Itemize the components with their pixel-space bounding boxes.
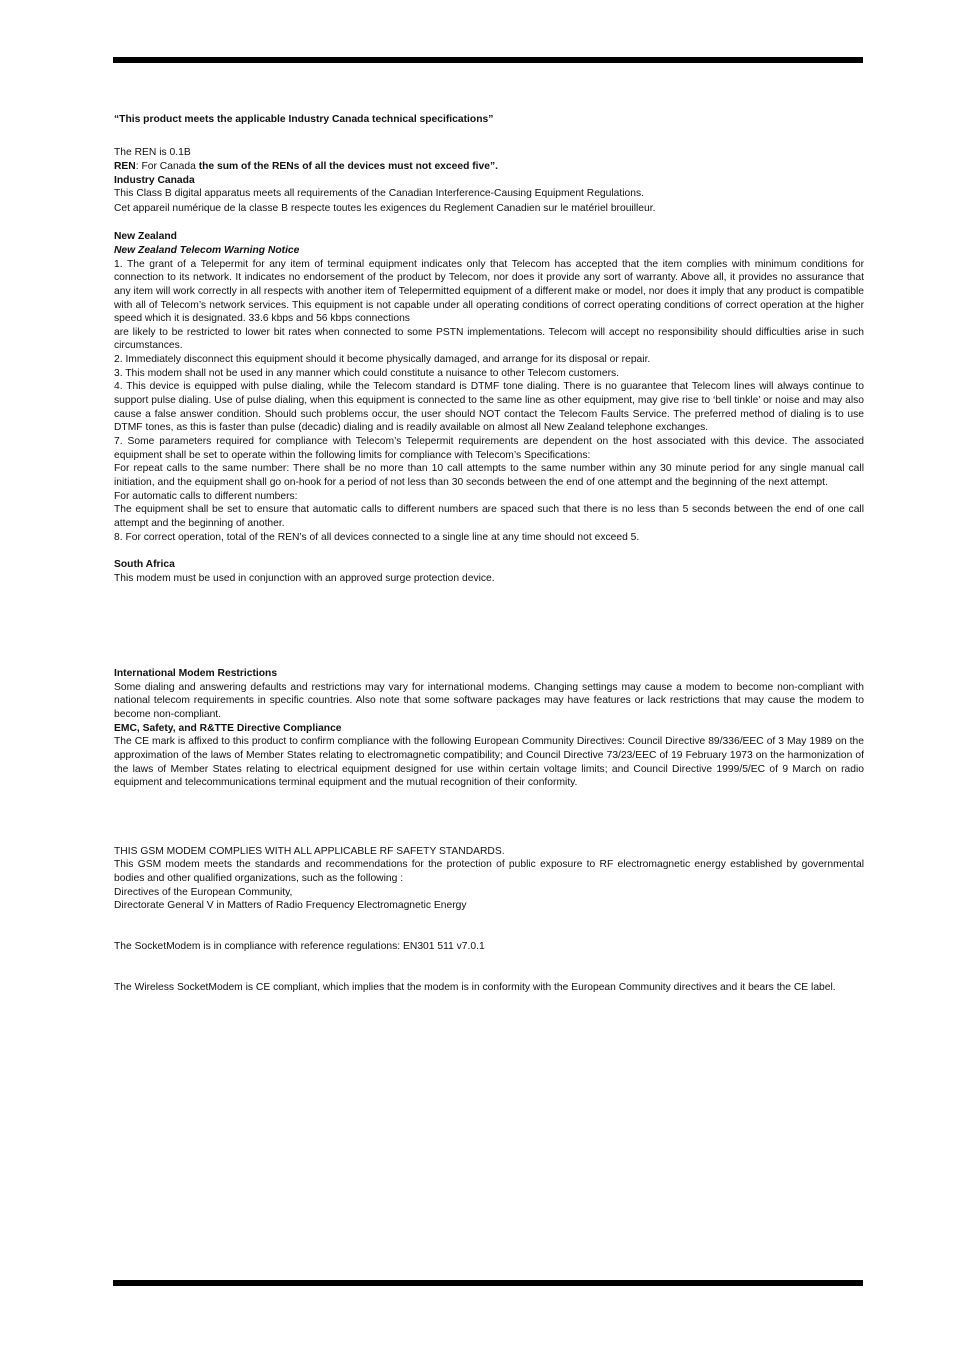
nz-paragraph-3: 3. This modem shall not be used in any manner which could constitute a nuisance to other Telecom customers.: [114, 367, 620, 379]
ren-statement: [114, 160, 864, 174]
new-zealand-heading: New Zealand: [114, 231, 177, 243]
gsm-paragraph-2: Directives of the European Community,: [114, 886, 293, 898]
emc-paragraph: The CE mark is affixed to this product to confirm compliance with the following European Community Directives: Council Directive 89/336/EEC of 3 May 1989 on the approximation of the laws of Member States relating to electromagnetic compatibility; and Council Directive 73/23/EEC of 19 February 1973 on the harmonization of the laws of Member States relating to electrical equipment designed for use within certain voltage limits; and Council Directive 1999/5/EC of 9 March on radio equipment and telecommunications terminal equipment and the mutual recognition of their conformity.: [114, 736, 864, 789]
canada-paragraph-1: This Class B digital apparatus meets all requirements of the Canadian Interference-Causing Equipment Regulations.: [114, 188, 645, 200]
international-section: [114, 667, 864, 722]
south-africa-paragraph: This modem must be used in conjunction with an approved surge protection device.: [114, 572, 495, 584]
gsm-section: [114, 845, 864, 995]
south-africa-section: [114, 558, 864, 585]
canada-paragraph-2: Cet appareil numérique de la classe B respecte toutes les exigences du Reglement Canadien sur le matériel brouilleur.: [114, 202, 656, 214]
new-zealand-subheading: New Zealand Telecom Warning Notice: [114, 244, 300, 256]
socketmodem-compliance: The SocketModem is in compliance with reference regulations: EN301 511 v7.0.1: [114, 941, 485, 953]
industry-canada-heading: Industry Canada: [114, 174, 195, 186]
nz-paragraph-7c: The equipment shall be set to ensure that automatic calls to different numbers are spaced such that there is no less than 5 seconds between the end of one call attempt and the beginning of another.: [114, 504, 864, 529]
nz-paragraph-8: 8. For correct operation, total of the REN’s of all devices connected to a single line at any time should not exceed 5.: [114, 531, 640, 543]
ren-bold-text: the sum of the RENs of all the devices must not exceed five”.: [198, 160, 498, 172]
emc-section: [114, 722, 864, 790]
nz-paragraph-7b: For automatic calls to different numbers:: [114, 490, 298, 502]
ren-label: REN: [114, 160, 136, 172]
canada-quote: “This product meets the applicable Industry Canada technical specifications”: [114, 114, 494, 125]
document-body: [114, 113, 864, 994]
nz-paragraph-1: 1. The grant of a Telepermit for any item of terminal equipment indicates only that Telecom has accepted that the item complies with minimum conditions for connection to its network. It indicates no endorsement of the product by Telecom, nor does it provide any sort of warranty. Above all, it provides no assurance that any item will work correctly in all respects with another item of Telepermitted equipment of a different make or model, nor does it imply that any product is compatible with all of Telecom’s network services. This equipment is not capable under all operating conditions of correct operating conditions of correct operation at the higher speed which it is designated. 33.6 kbps and 56 kbps connections: [114, 258, 864, 325]
nz-paragraph-4: 4. This device is equipped with pulse dialing, while the Telecom standard is DTMF tone dialing. There is no guarantee that Telecom lines will always continue to support pulse dialing. Use of pulse dialing, when this equipment is connected to the same line as other equipment, may give rise to ‘bell tinkle’ or noise and may also cause a false answer condition. Should such problems occur, the user should NOT contact the Telecom Faults Service. The preferred method of dialing is to use DTMF tones, as this is faster than pulse (decadic) dialing and is readily available on almost all New Zealand telephone exchanges.: [114, 381, 864, 434]
canada-section: [114, 113, 864, 216]
gsm-paragraph-3: Directorate General V in Matters of Radio Frequency Electromagnetic Energy: [114, 900, 467, 912]
ce-compliance: The Wireless SocketModem is CE compliant, which implies that the modem is in conformity with the European Community directives and it bears the CE label.: [114, 981, 836, 993]
nz-paragraph-7: 7. Some parameters required for compliance with Telecom’s Telepermit requirements are dependent on the host associated with this device. The associated equipment shall be set to operate within the following limits for compliance with Telecom’s Specifications:: [114, 436, 864, 461]
south-africa-heading: South Africa: [114, 558, 175, 570]
nz-paragraph-2: 2. Immediately disconnect this equipment should it become physically damaged, and arrange for its disposal or repair.: [114, 354, 651, 366]
ren-text: : For Canada: [135, 160, 199, 172]
gsm-paragraph-1: This GSM modem meets the standards and recommendations for the protection of public exposure to RF electromagnetic energy established by governmental bodies and other qualified organizations, such as the following :: [114, 859, 864, 885]
nz-paragraph-1b: are likely to be restricted to lower bit rates when connected to some PSTN implementations. Telecom will accept no responsibility should difficulties arise in such circumstances.: [114, 326, 864, 352]
bottom-rule: [113, 1280, 863, 1286]
international-paragraph: Some dialing and answering defaults and restrictions may vary for international modems. Changing settings may cause a modem to become non-compliant with national telecom requirements in specific countries. Also note that some software packages may have features or lack restrictions that may cause the modem to become non-compliant.: [114, 681, 864, 720]
new-zealand-section: [114, 230, 864, 544]
top-rule: [113, 57, 863, 63]
nz-paragraph-7a: For repeat calls to the same number: There shall be no more than 10 call attempts to the same number within any 30 minute period for any single manual call initiation, and the equipment shall go on-hook for a period of not less than 30 seconds between the end of one attempt and the beginning of the next attempt.: [114, 463, 864, 489]
international-heading: International Modem Restrictions: [114, 667, 278, 679]
emc-heading: EMC, Safety, and R&TTE Directive Compliance: [114, 722, 342, 734]
ren-line: The REN is 0.1B: [114, 147, 191, 159]
gsm-compliance-title: THIS GSM MODEM COMPLIES WITH ALL APPLICABLE RF SAFETY STANDARDS.: [114, 845, 505, 857]
